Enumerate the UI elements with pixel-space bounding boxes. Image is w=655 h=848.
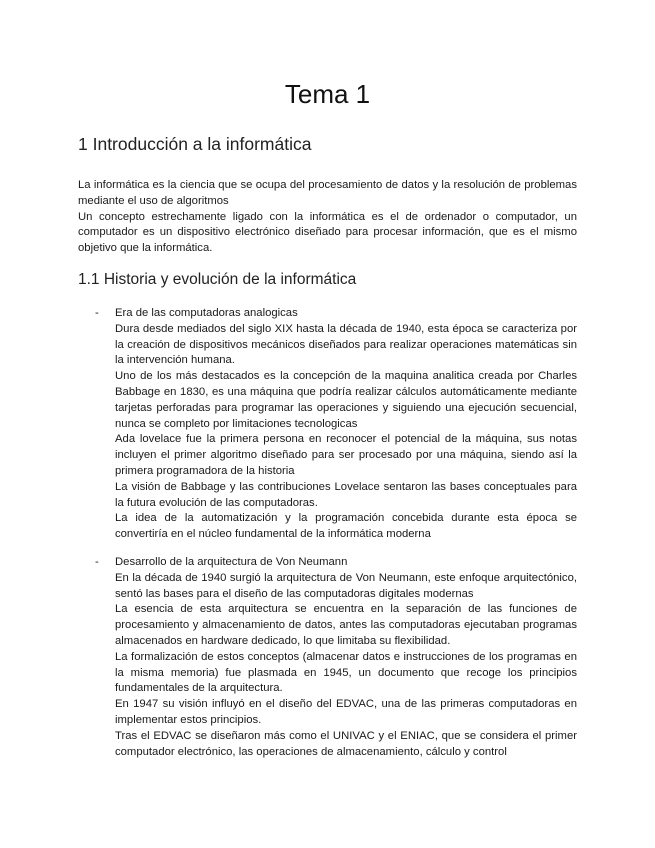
body-paragraph: La idea de la automatización y la programación concebida durante esta época se convertiría en el núcleo fundamental de la informática moderna	[115, 512, 577, 541]
section-heading: 1 Introducción a la informática	[78, 134, 312, 154]
body-paragraph: Dura desde mediados del siglo XIX hasta la década de 1940, esta época se caracteriza por la creación de dispositivos mecánicos diseñados para realizar operaciones matemáticas sin la intervención humana.	[115, 322, 577, 367]
bullet-title: Era de las computadoras analogicas	[115, 307, 298, 319]
subsection-heading: 1.1 Historia y evolución de la informática	[78, 271, 357, 288]
body-paragraph: En 1947 su visión influyó en el diseño del EDVAC, una de las primeras computadoras en implementar estos principios.	[115, 698, 577, 726]
body-paragraph: Ada lovelace fue la primera persona en reconocer el potencial de la máquina, sus notas incluyen el primer algoritmo diseñado para ser procesado por una máquina, siendo así la primera programadora de la historia	[115, 433, 577, 477]
bullet-title: Desarrollo de la arquitectura de Von Neumann	[115, 556, 348, 568]
body-paragraph: La formalización de estos conceptos (almacenar datos e instrucciones de los programas en la misma memoria) fue plasmada en 1945, un documento que recoge los principios fundamentales de la arquitectura.	[115, 650, 577, 695]
bullet-marker: -	[95, 556, 99, 568]
body-paragraph: En la década de 1940 surgió la arquitectura de Von Neumann, este enfoque arquitectónico, sentó las bases para el diseño de las computadoras digitales modernas	[115, 571, 577, 600]
bullet-marker: -	[95, 307, 99, 319]
intro-paragraph: La informática es la ciencia que se ocupa del procesamiento de datos y la resolución de problemas mediante el uso de algoritmos	[78, 179, 577, 207]
document-title: Tema 1	[284, 79, 371, 109]
bullet-item	[78, 306, 577, 543]
body-paragraph: Tras el EDVAC se diseñaron más como el UNIVAC y el ENIAC, que se considera el primer computador electrónico, las operaciones de almacenamiento, cálculo y control	[115, 729, 577, 758]
bullet-body	[115, 322, 577, 543]
intro-text	[78, 178, 577, 257]
body-paragraph: Uno de los más destacados es la concepción de la maquina analitica creada por Charles Babbage en 1830, es una máquina que podría realizar cálculos automáticamente mediante tarjetas perforadas para programar las operaciones y siguiendo una ejecución secuencial, nunca se completo por limitaciones tecnologicas	[115, 370, 577, 430]
bullet-item	[78, 555, 577, 760]
body-paragraph: La esencia de esta arquitectura se encuentra en la separación de las funciones de procesamiento y almacenamiento de datos, antes las computadoras ejecutaban programas almacenados en hardware dedicado, lo que limitaba su flexibilidad.	[115, 603, 577, 647]
intro-paragraph: Un concepto estrechamente ligado con la informática es el de ordenador o computador, un computador es un dispositivo electrónico diseñado para procesar información, que es el mismo objetivo que la informática.	[78, 210, 577, 255]
body-paragraph: La visión de Babbage y las contribuciones Lovelace sentaron las bases conceptuales para la futura evolución de las computadoras.	[115, 480, 577, 509]
bullet-body	[115, 571, 577, 761]
